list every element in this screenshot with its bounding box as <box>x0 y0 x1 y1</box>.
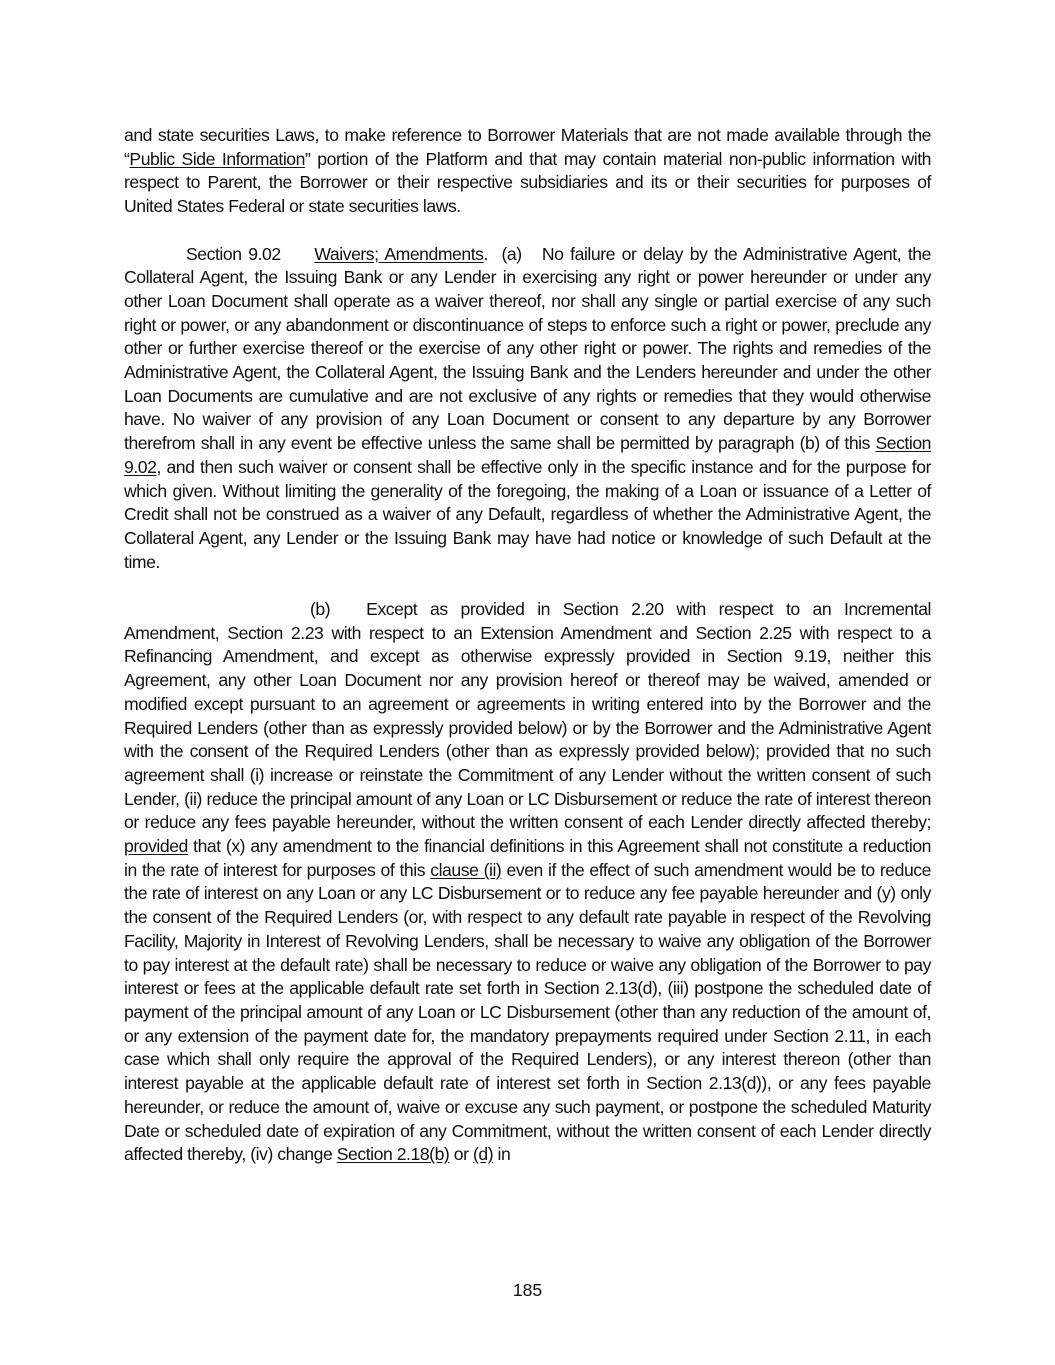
public-side-information-term: Public Side Information <box>129 148 305 169</box>
paragraph-securities-laws: and state securities Laws, to make reference to Borrower Materials that are not made available through the “Public Side Information” portion of the Platform and that may contain material non-public information with respect to Parent, the Borrower or their respective subsidiaries and its or their securities for purposes of United States Federal or state securities laws. <box>124 125 932 217</box>
section-9-02-reference: Section 9.02 <box>124 433 931 477</box>
document-body <box>124 124 931 1191</box>
section-9-02-paragraph: Section 9.02 Waivers; Amendments. (a) No failure or delay by the Administrative Agent, the Collateral Agent, the Issuing Bank or any Lender in exercising any right or power hereunder or under any other Loan Document shall operate as a waiver thereof, nor shall any single or partial exercise of any such right or power, or any abandonment or discontinuance of steps to enforce such a right or power, preclude any other or further exercise thereof or the exercise of any other right or power. The rights and remedies of the Administrative Agent, the Collateral Agent, the Issuing Bank and the Lenders hereunder and under the other Loan Documents are cumulative and are not exclusive of any rights or remedies that they would otherwise have. No waiver of any provision of any Loan Document or consent to any departure by any Borrower therefrom shall in any event be effective unless the same shall be permitted by paragraph (b) of this Section 9.02, and then such waiver or consent shall be effective only in the specific instance and for the purpose for which given. Without limiting the generality of the foregoing, the making of a Loan or issuance of a Letter of Credit shall not be construed as a waiver of any Default, regardless of whether the Administrative Agent, the Collateral Agent, any Lender or the Issuing Bank may have had notice or knowledge of such Default at the time. <box>124 243 931 572</box>
clause-ii-reference: clause (ii) <box>430 859 502 880</box>
provided-term: provided <box>124 836 188 857</box>
page-number: 185 <box>512 1280 543 1300</box>
section-title: Waivers; Amendments <box>314 243 484 264</box>
section-number: Section 9.02 <box>186 243 281 264</box>
clause-b-label: (b) <box>310 599 331 620</box>
section-2-18b-reference: Section 2.18(b) <box>336 1144 450 1165</box>
section-d-reference: (d) <box>472 1144 494 1165</box>
paragraph-b: (b) Except as provided in Section 2.20 with respect to an Incremental Amendment, Section 2.23 with respect to an Extension Amendment and Section 2.25 with respect to a Refinancing Amendment, and except as otherwise expressly provided in Section 9.19, neither this Agreement, any other Loan Document nor any provision hereof or thereof may be waived, amended or modified except pursuant to an agreement or agreements in writing entered into by the Borrower and the Required Lenders (other than as expressly provided below) or by the Borrower and the Administrative Agent with the consent of the Required Lenders (other than as expressly provided below); provided that no such agreement shall (i) increase or reinstate the Commitment of any Lender without the written consent of such Lender, (ii) reduce the principal amount of any Loan or LC Disbursement or reduce the rate of interest thereon or reduce any fees payable hereunder, without the written consent of each Lender directly affected thereby; provided that (x) any amendment to the financial definitions in this Agreement shall not constitute a reduction in the rate of interest for purposes of this clause (ii) even if the effect of such amendment would be to reduce the rate of interest on any Loan or any LC Disbursement or to reduce any fee payable hereunder and (y) only the consent of the Required Lenders (or, with respect to any default rate payable in respect of the Revolving Facility, Majority in Interest of Revolving Lenders, shall be necessary to waive any obligation of the Borrower to pay interest at the default rate) shall be necessary to reduce or waive any obligation of the Borrower to pay interest or fees at the applicable default rate set forth in Section 2.13(d), (iii) postpone the scheduled date of payment of the principal amount of any Loan or LC Disbursement (other than any reduction of the amount of, or any extension of the payment date for, the mandatory prepayments required under Section 2.11, in each case which shall only require the approval of the Required Lenders), or any interest thereon (other than interest payable at the applicable default rate of interest set forth in Section 2.13(d)), or any fees payable hereunder, or reduce the amount of, waive or excuse any such payment, or postpone the scheduled Maturity Date or scheduled date of expiration of any Commitment, without the written consent of each Lender directly affected thereby, (iv) change Section 2.18(b) or (d) in <box>124 599 931 1165</box>
clause-a-label: (a) <box>501 243 522 264</box>
